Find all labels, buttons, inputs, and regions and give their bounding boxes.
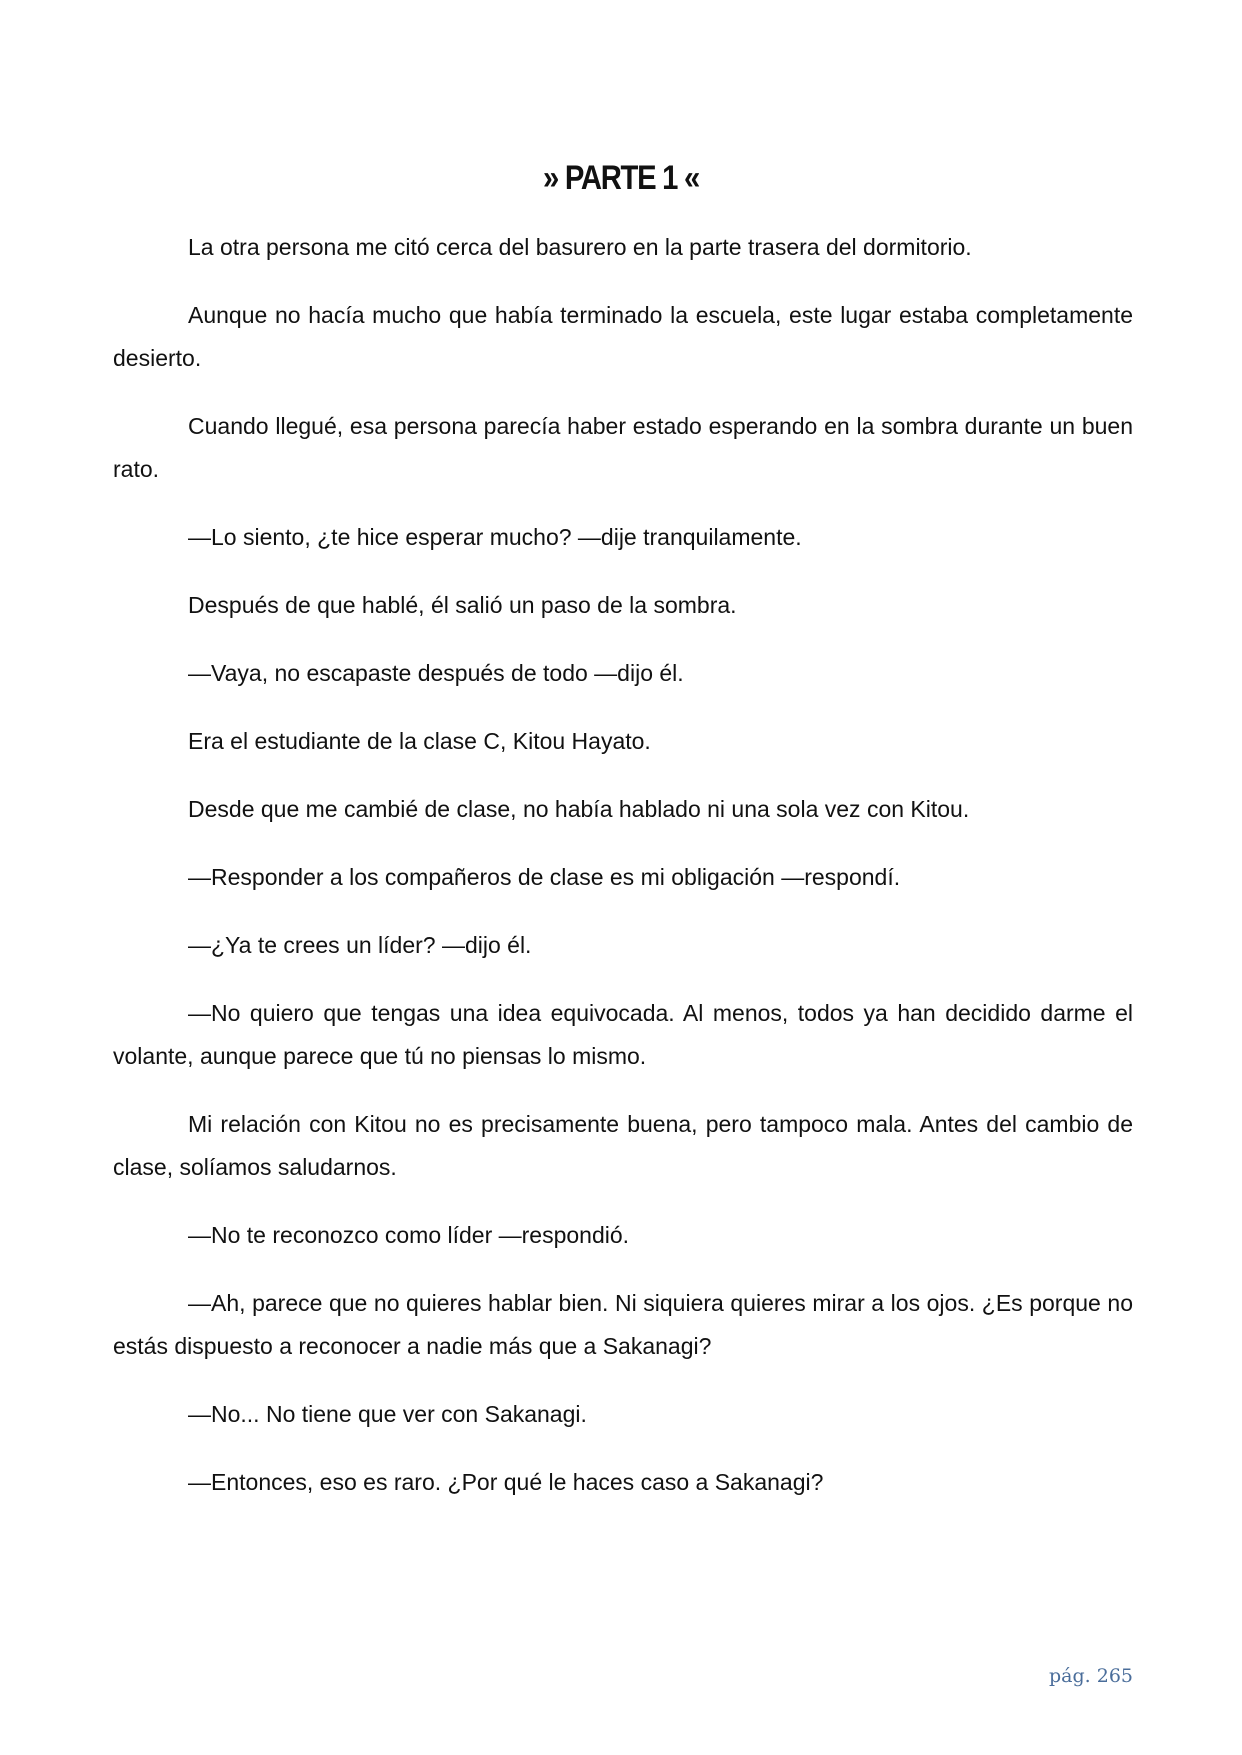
- paragraph: Era el estudiante de la clase C, Kitou Hayato.: [188, 728, 651, 754]
- section-heading: » PARTE 1 «: [543, 159, 699, 197]
- paragraph: —Responder a los compañeros de clase es mi obligación —respondí.: [188, 864, 901, 890]
- paragraph: Después de que hablé, él salió un paso de la sombra.: [188, 592, 737, 618]
- paragraph: —Ah, parece que no quieres hablar bien. Ni siquiera quieres mirar a los ojos. ¿Es porque no estás dispuesto a reconocer a nadie más que a Sakanagi?: [113, 1290, 1133, 1359]
- body-text: [113, 226, 1133, 1529]
- paragraph: Cuando llegué, esa persona parecía haber estado esperando en la sombra durante un buen rato.: [113, 413, 1133, 482]
- paragraph: —Vaya, no escapaste después de todo —dijo él.: [188, 660, 684, 686]
- paragraph: —No te reconozco como líder —respondió.: [188, 1222, 630, 1248]
- paragraph: —Lo siento, ¿te hice esperar mucho? —dije tranquilamente.: [188, 524, 802, 550]
- paragraph: —¿Ya te crees un líder? —dijo él.: [188, 932, 532, 958]
- paragraph: Aunque no hacía mucho que había terminado la escuela, este lugar estaba completamente desierto.: [113, 302, 1133, 371]
- paragraph: —No quiero que tengas una idea equivocada. Al menos, todos ya han decidido darme el volante, aunque parece que tú no piensas lo mismo.: [113, 1000, 1133, 1069]
- paragraph: —No... No tiene que ver con Sakanagi.: [188, 1401, 587, 1427]
- paragraph: Mi relación con Kitou no es precisamente buena, pero tampoco mala. Antes del cambio de clase, solíamos saludarnos.: [113, 1111, 1133, 1180]
- paragraph: Desde que me cambié de clase, no había hablado ni una sola vez con Kitou.: [188, 796, 970, 822]
- paragraph: La otra persona me citó cerca del basurero en la parte trasera del dormitorio.: [188, 234, 972, 260]
- page-number: pág. 265: [1049, 1665, 1133, 1687]
- paragraph: —Entonces, eso es raro. ¿Por qué le haces caso a Sakanagi?: [188, 1469, 824, 1495]
